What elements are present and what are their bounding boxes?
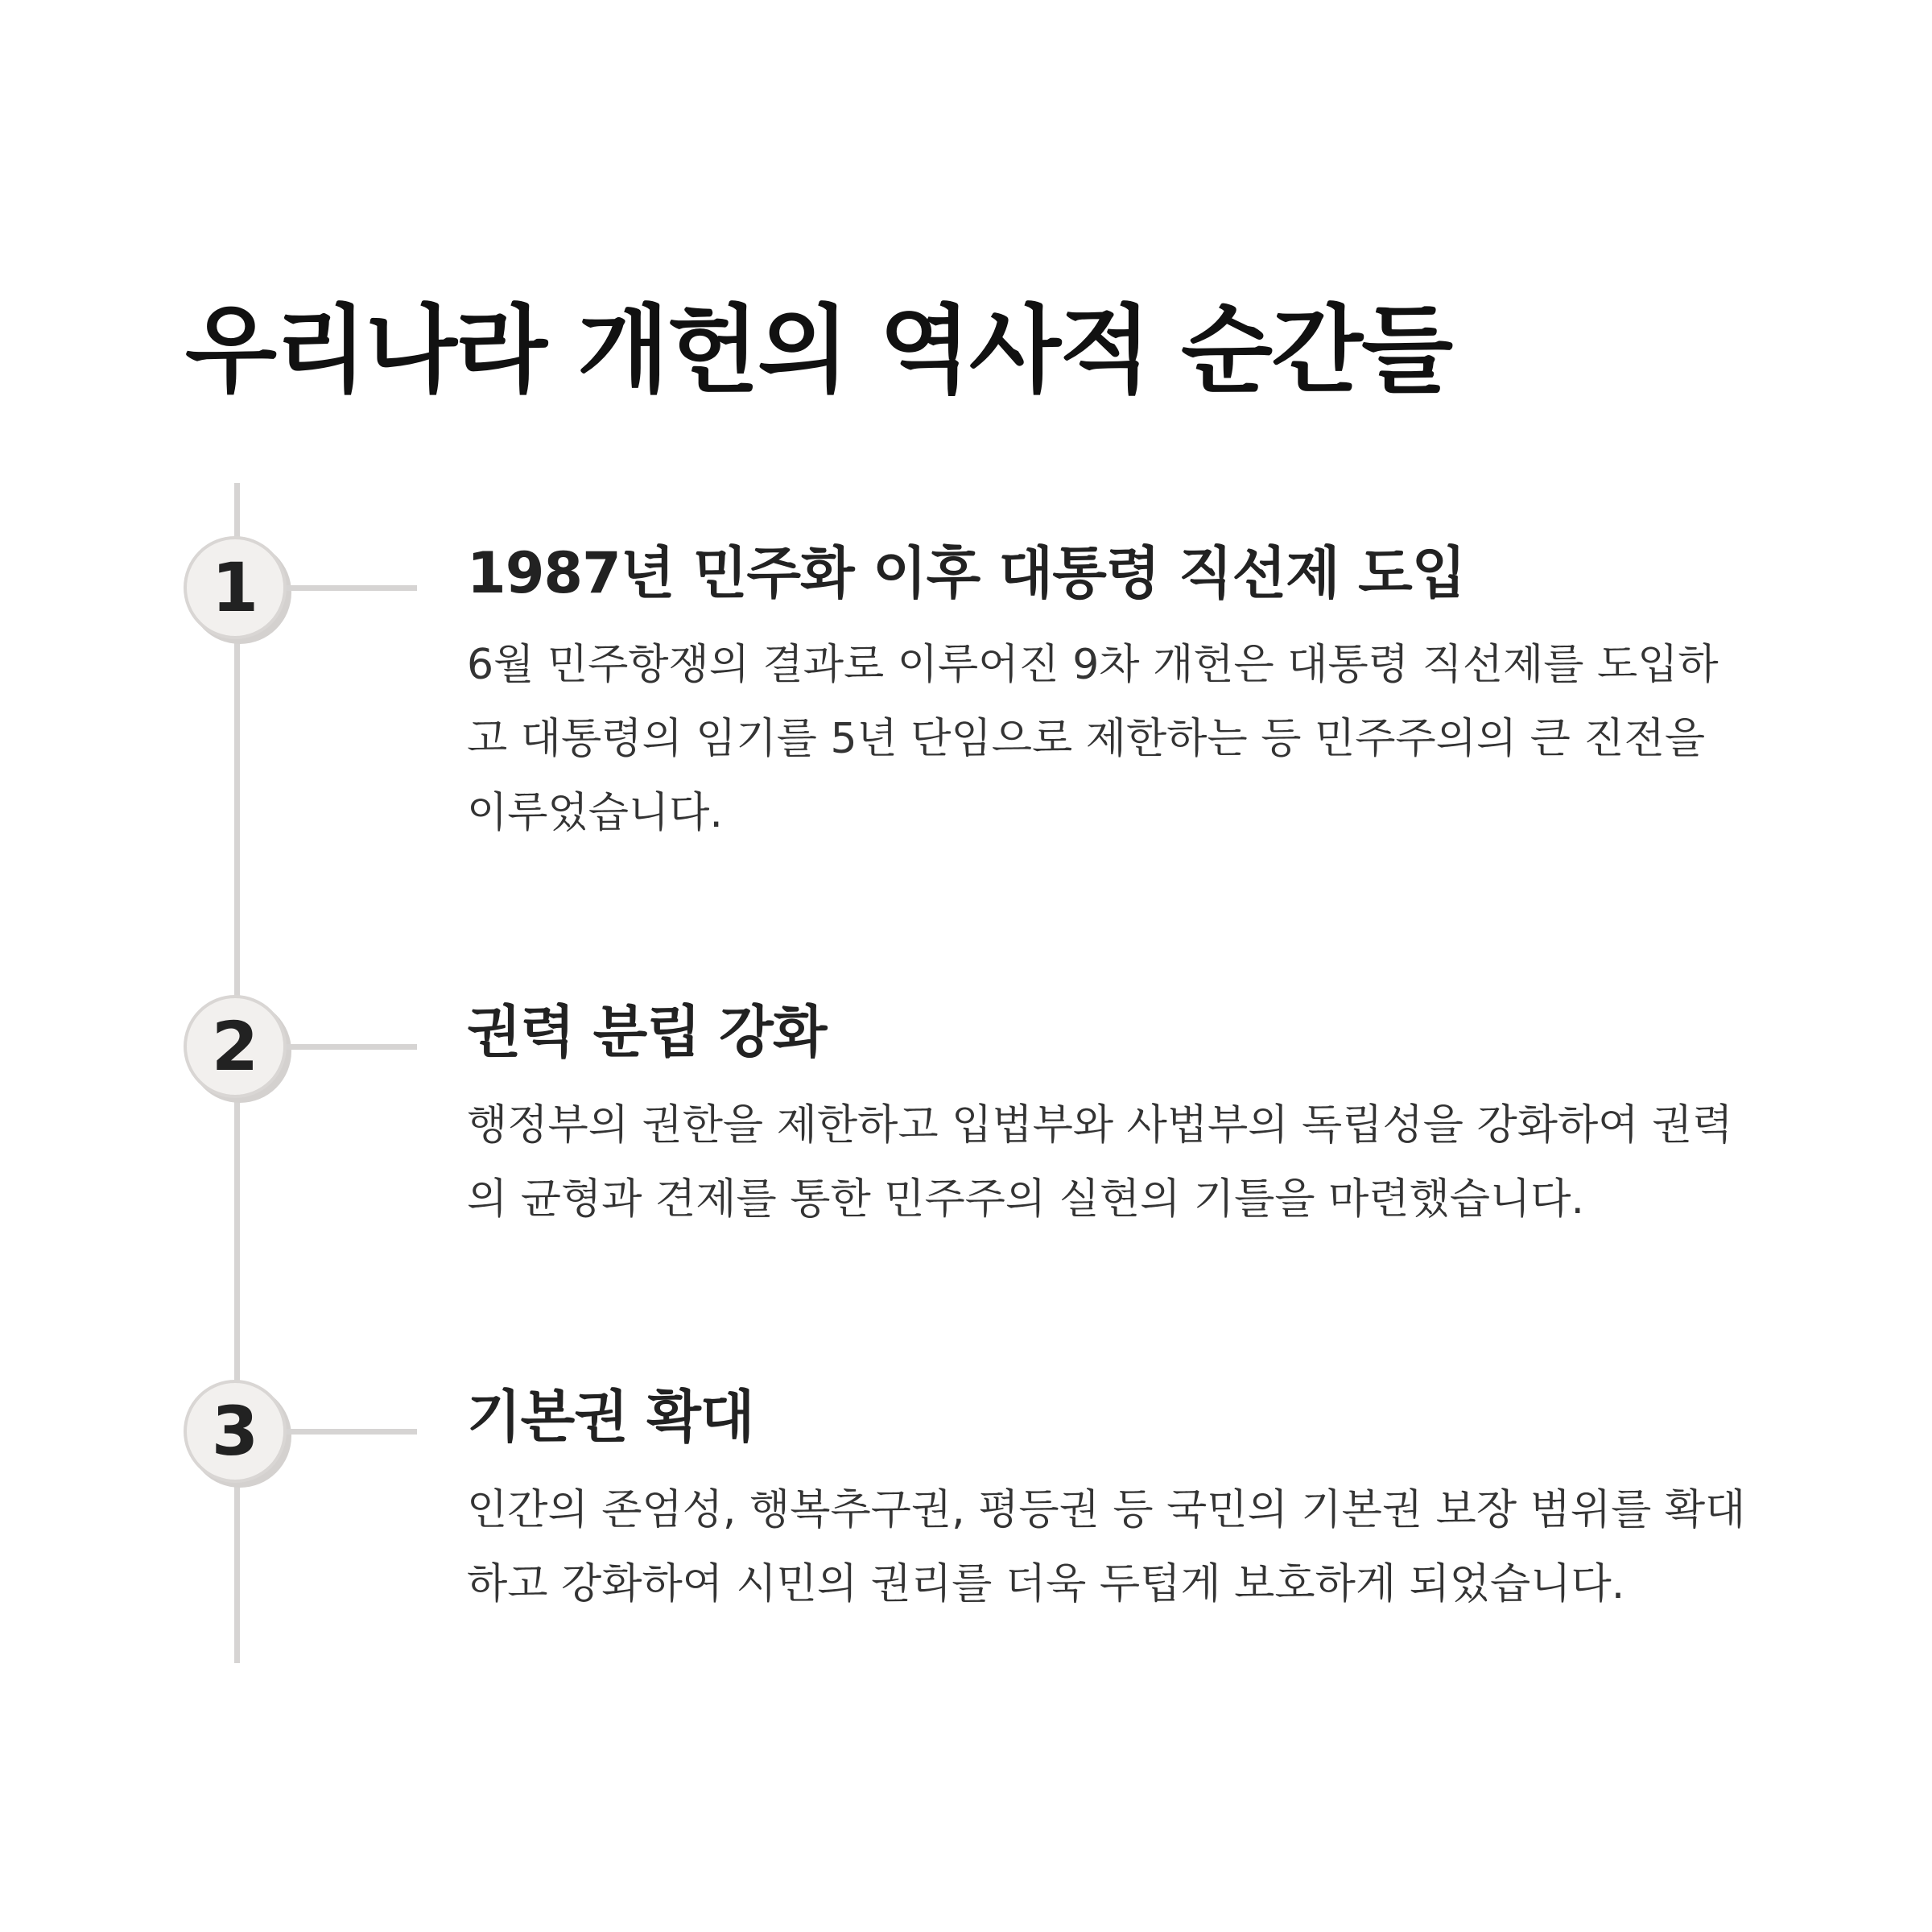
step-number-marker: 3 (184, 1380, 287, 1483)
step-description: 6월 민주항쟁의 결과로 이루어진 9차 개헌은 대통령 직선제를 도입하고 대통령의 임기를 5년 단임으로 제한하는 등 민주주의의 큰 진전을 이루었습니다. (467, 641, 1719, 837)
step-description: 인간의 존엄성, 행복추구권, 평등권 등 국민의 기본권 보장 범위를 확대하고 강화하여 시민의 권리를 더욱 두텁게 보호하게 되었습니다. (467, 1486, 1746, 1608)
step-connector (287, 1429, 417, 1435)
step-title: 권력 분립 강화 (467, 999, 827, 1065)
step-number-marker: 1 (184, 536, 287, 639)
step-title: 1987년 민주화 이후 대통령 직선제 도입 (467, 540, 1466, 606)
step-description: 행정부의 권한을 제한하고 입법부와 사법부의 독립성을 강화하여 권력의 균형과 견제를 통한 민주주의 실현의 기틀을 마련했습니다. (467, 1101, 1733, 1224)
step-connector (287, 1044, 417, 1050)
step-connector (287, 585, 417, 591)
step-number-marker: 2 (184, 995, 287, 1098)
page-title: 우리나라 개헌의 역사적 순간들 (185, 295, 1452, 406)
step-title: 기본권 확대 (467, 1384, 754, 1450)
